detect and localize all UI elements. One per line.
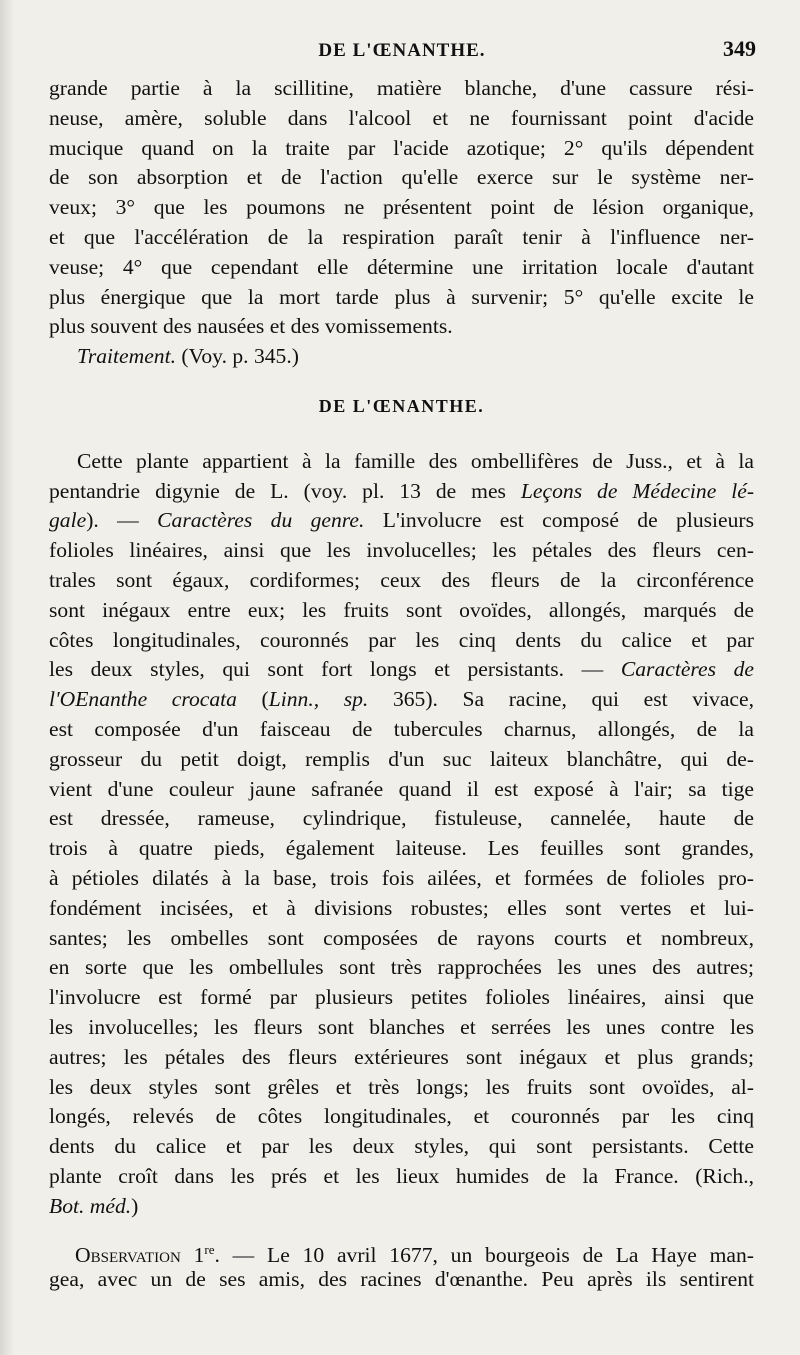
text-run: pentandrie digynie de L. (voy. pl. 13 de mes [49,478,506,503]
page-number: 349 [723,36,756,61]
text-run: ( [236,687,269,712]
traitement-line [49,342,754,372]
observation-label: Observation [75,1243,181,1268]
text-line [49,655,754,685]
text-line: mucique quand on la traite par l'acide azotique; 2° qu'ils dépendent [49,135,754,160]
italic-run: Caractères du genre. [157,508,365,533]
italic-run: l'OEnanthe crocata [49,687,237,712]
text-line [49,1192,754,1222]
text-line: plante croît dans les prés et les lieux humides de la France. (Rich., [49,1163,754,1188]
text-line: trois à quatre pieds, également laiteuse. Les feuilles sont grandes, [49,836,754,861]
text-line: veux; 3° que les poumons ne présentent point de lésion organique, [49,195,754,220]
italic-run: Bot. méd. [49,1193,132,1218]
text-line: est composée d'un faisceau de tubercules charnus, allongés, de la [49,716,754,741]
page-body [49,74,754,1295]
text-line: folioles linéaires, ainsi que les involucelles; les pétales des fleurs cen- [49,538,754,563]
text-line: côtes longitudinales, couronnés par les cinq dents du calice et par [49,627,754,652]
text-line: plus énergique que la mort tarde plus à survenir; 5° qu'elle excite le [49,284,754,309]
text-line: en sorte que les ombellules sont très rapprochées les unes des autres; [49,955,754,980]
text-line: gea, avec un de ses amis, des racines d'œnanthe. Peu après ils sentirent [49,1267,754,1292]
text-line: l'involucre est formé par plusieurs petites folioles linéaires, ainsi que [49,985,754,1010]
traitement-reference: (Voy. p. 345.) [175,344,299,369]
text-line [49,506,754,536]
section-heading: DE L'ŒNANTHE. [318,395,485,416]
text-line: trales sont égaux, cordiformes; ceux des fleurs de la circonférence [49,567,754,592]
text-line: veuse; 4° que cependant elle détermine une irritation locale d'autant [49,254,754,279]
italic-run: Caractères de [620,657,754,682]
observation-superscript: re [204,1242,215,1258]
text-line: grosseur du petit doigt, remplis d'un suc laiteux blanchâtre, qui de- [49,746,754,771]
traitement-label: Traitement. [77,344,176,369]
text-line: les involucelles; les fleurs sont blanches et serrées les unes contre les [49,1014,754,1039]
italic-run: gale [49,508,87,533]
text-line: Cette plante appartient à la famille des ombellifères de Juss., et à la [77,448,754,473]
text-line: à pétioles dilatés à la base, trois fois ailées, et formées de folioles pro- [49,865,754,890]
text-line: santes; les ombelles sont composées de rayons courts et nombreux, [49,925,754,950]
text-line: vient d'une couleur jaune safranée quand il est exposé à l'air; sa tige [49,776,754,801]
text-line: plus souvent des nausées et des vomissements. [49,314,453,339]
observation-line [49,1235,754,1268]
text-line: neuse, amère, soluble dans l'alcool et ne fournissant point d'acide [49,105,754,130]
text-line: fondément incisées, et à divisions robustes; elles sont vertes et lui- [49,895,754,920]
text-line: grande partie à la scillitine, matière blanche, d'une cassure rési- [49,76,754,100]
running-title: DE L'ŒNANTHE. [318,40,486,61]
text-line: autres; les pétales des fleurs extérieures sont inégaux et plus grands; [49,1044,754,1069]
text-line: est dressée, rameuse, cylindrique, fistuleuse, cannelée, haute de [49,806,754,831]
text-run: . — Le 10 avril 1677, un bourgeois de La Haye man- [214,1243,754,1268]
observation-number: 1 [180,1243,205,1268]
text-run: ). — [86,508,158,533]
text-run: L'involucre est composé de plusieurs [364,508,755,533]
text-line: de son absorption et de l'action qu'elle exerce sur le système ner- [49,165,754,190]
text-line [49,685,754,715]
text-run: ) [131,1193,139,1218]
text-line: longés, relevés de côtes longitudinales, et couronnés par les cinq [49,1104,754,1129]
text-line: les deux styles sont grêles et très longs; les fruits sont ovoïdes, al- [49,1074,754,1099]
italic-run: Leçons de Médecine lé- [520,478,755,503]
text-line [49,477,754,507]
text-line: dents du calice et par les deux styles, qui sont persistants. Cette [49,1134,754,1159]
text-run: les deux styles, qui sont fort longs et persistants. — [49,657,621,682]
text-line: sont inégaux entre eux; les fruits sont ovoïdes, allongés, marqués de [49,597,754,622]
italic-run: Linn., sp. [268,687,369,712]
text-run: 365). Sa racine, qui est vivace, [368,687,754,712]
running-head [48,36,756,70]
text-line: et que l'accélération de la respiration paraît tenir à l'influence ner- [49,224,754,249]
